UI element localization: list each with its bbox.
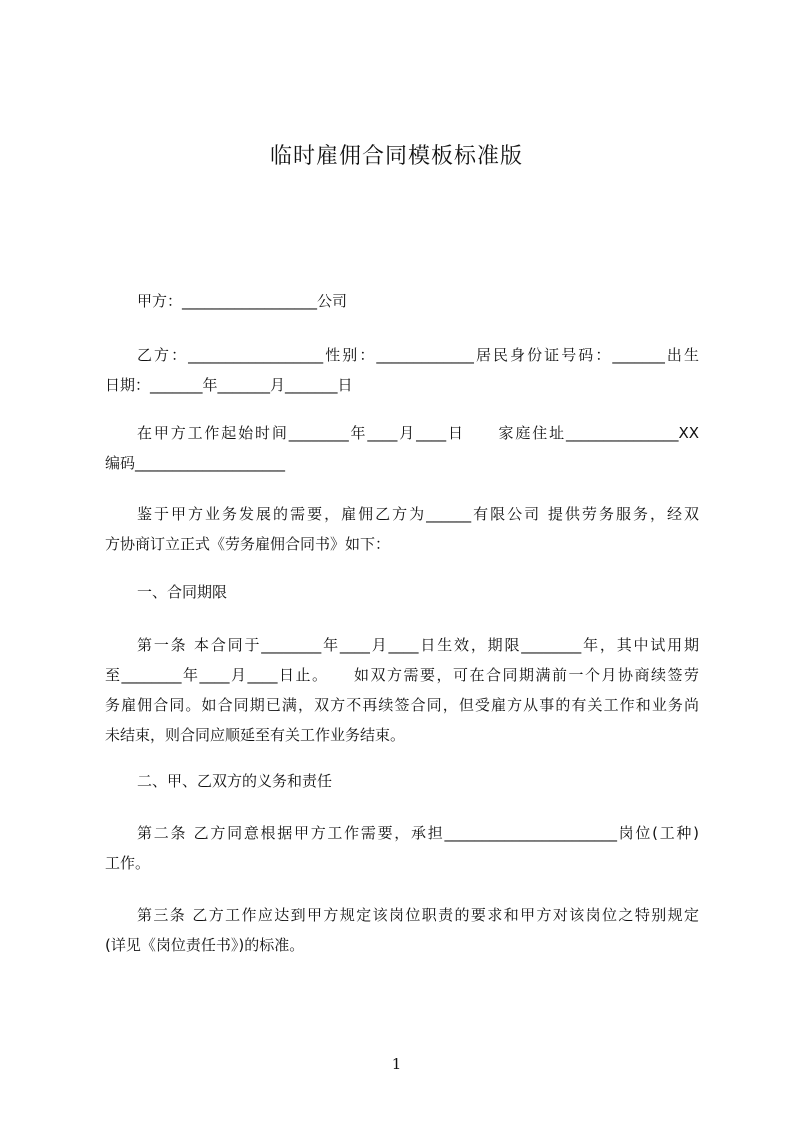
article-2-paragraph <box>105 818 699 878</box>
article-1-line-1: 第一条 本合同于________年____月____日生效，期限________年，其中试用期 <box>137 636 699 654</box>
article-3-paragraph <box>105 900 699 960</box>
party-b-block <box>105 340 699 400</box>
party-b-line-2: 日期：_______年_______月_______日 <box>105 376 353 394</box>
start-line-2: 编码____________________ <box>105 454 286 472</box>
party-b-line-1: 乙方：__________________性别：_____________居民身份证号码：_______出生 <box>137 346 699 364</box>
article-3-line-1: 第三条 乙方工作应达到甲方规定该岗位职责的要求和甲方对该岗位之特别规定 <box>137 906 699 924</box>
preamble-paragraph <box>105 499 699 559</box>
start-line-1: 在甲方工作起始时间________年____月____日 家庭住址_______________XX <box>137 424 699 442</box>
page-number: 1 <box>391 1055 402 1073</box>
party-a-line: 甲方：__________________公司 <box>137 292 348 310</box>
section-2-heading: 二、甲、乙双方的义务和责任 <box>137 772 333 790</box>
article-2-line-1: 第二条 乙方同意根据甲方工作需要，承担_______________________岗位(工种) <box>137 824 699 842</box>
preamble-line-1: 鉴于甲方业务发展的需要，雇佣乙方为______有限公司 提供劳务服务，经双 <box>137 505 699 523</box>
section-1-heading: 一、合同期限 <box>137 583 228 601</box>
start-address-block <box>105 418 699 478</box>
article-1-line-4: 未结束，则合同应顺延至有关工作业务结束。 <box>105 726 406 744</box>
document-title: 临时雇佣合同模板标准版 <box>269 144 523 169</box>
article-1-paragraph <box>105 630 699 750</box>
article-1-line-3: 务雇佣合同。如合同期已满，双方不再续签合同，但受雇方从事的有关工作和业务尚 <box>105 696 699 714</box>
article-3-line-2: (详见《岗位责任书》)的标准。 <box>105 936 305 954</box>
article-1-line-2: 至________年____月____日止。 如双方需要，可在合同期满前一个月协商续签劳 <box>105 666 699 684</box>
preamble-line-2: 方协商订立正式《劳务雇佣合同书》如下： <box>105 535 391 553</box>
article-2-line-2: 工作。 <box>105 854 151 872</box>
